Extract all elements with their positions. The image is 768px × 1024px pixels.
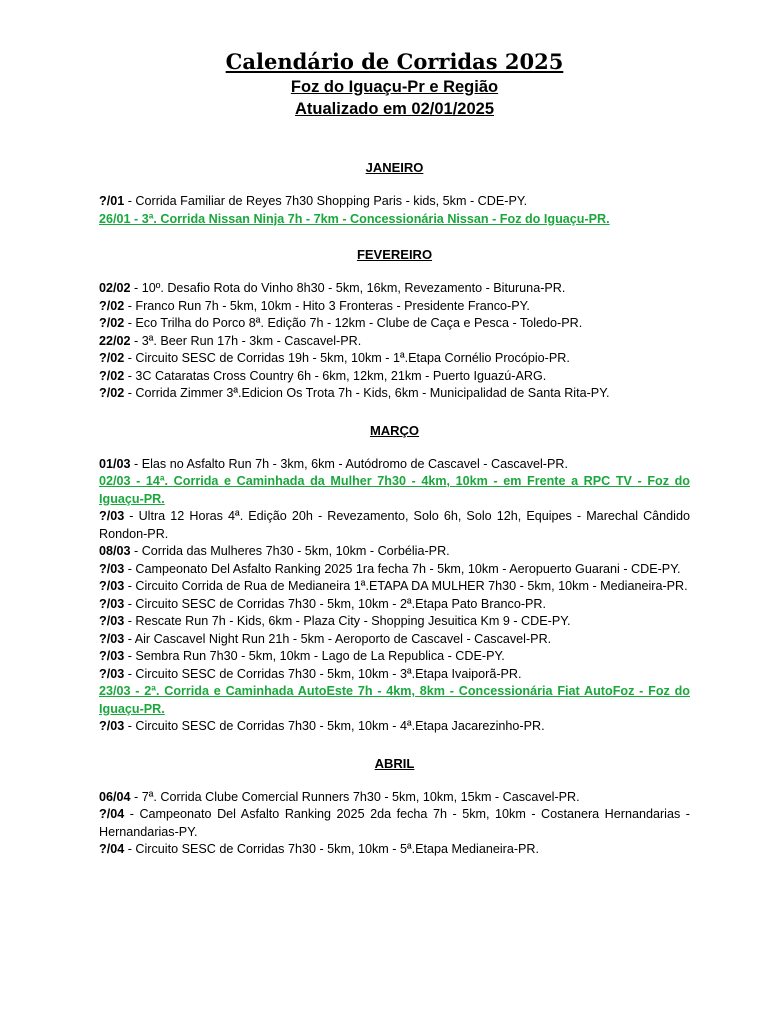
- race-date: ?/01: [99, 194, 125, 208]
- race-entry: [99, 789, 690, 807]
- race-date: ?/02: [99, 351, 125, 365]
- race-date: 23/03: [99, 684, 131, 698]
- race-date: ?/03: [99, 561, 125, 576]
- calendar-document: [99, 48, 690, 859]
- race-date: ?/03: [99, 509, 125, 523]
- race-entry: [99, 648, 690, 666]
- race-description: - 10º. Desafio Rota do Vinho 8h30 - 5km, 16km, Revezamento - Bituruna-PR.: [130, 281, 566, 295]
- race-entry: [99, 841, 690, 859]
- race-date: 22/02: [99, 333, 131, 348]
- race-description: - 3ª. Beer Run 17h - 3km - Cascavel-PR.: [130, 333, 362, 348]
- race-entry: [99, 561, 690, 579]
- race-date: ?/03: [99, 649, 125, 663]
- race-entry: [99, 613, 690, 631]
- race-date: ?/04: [99, 807, 125, 821]
- race-entry: [99, 315, 690, 333]
- race-description: - Circuito SESC de Corridas 7h30 - 5km, 10km - 4ª.Etapa Jacarezinho-PR.: [124, 719, 545, 733]
- race-date: 02/03: [99, 474, 131, 488]
- race-description: - 2ª. Corrida e Caminhada AutoEste 7h - 4km, 8km - Concessionária Fiat AutoFoz - Foz do Iguaçu-PR.: [99, 684, 690, 716]
- race-description: - Circuito SESC de Corridas 7h30 - 5km, 10km - 5ª.Etapa Medianeira-PR.: [124, 842, 540, 856]
- race-description: - Corrida Zimmer 3ª.Edicion Os Trota 7h - Kids, 6km - Municipalidad de Santa Rita-PY.: [124, 386, 610, 400]
- race-description: - Circuito SESC de Corridas 19h - 5km, 10km - 1ª.Etapa Cornélio Procópio-PR.: [124, 351, 570, 365]
- race-entry: [99, 385, 690, 403]
- race-entry: [99, 333, 690, 351]
- race-entry: [99, 456, 690, 474]
- race-date: 06/04: [99, 789, 131, 804]
- race-entry: [99, 596, 690, 614]
- race-description: - Rescate Run 7h - Kids, 6km - Plaza City - Shopping Jesuitica Km 9 - CDE-PY.: [124, 614, 571, 628]
- updated-date: Atualizado em 02/01/2025: [294, 100, 494, 118]
- race-description: - Circuito SESC de Corridas 7h30 - 5km, 10km - 3ª.Etapa Ivaiporã-PR.: [124, 666, 522, 681]
- race-description: - Air Cascavel Night Run 21h - 5km - Aeroporto de Cascavel - Cascavel-PR.: [124, 631, 552, 646]
- month-heading: MARÇO: [369, 422, 420, 438]
- race-description: - Sembra Run 7h30 - 5km, 10km - Lago de La Republica - CDE-PY.: [124, 649, 505, 663]
- race-entry[interactable]: [99, 211, 690, 229]
- race-date: ?/03: [99, 614, 125, 628]
- race-description: - 3ª. Corrida Nissan Ninja 7h - 7km - Concessionária Nissan - Foz do Iguaçu-PR.: [130, 211, 610, 226]
- race-entry[interactable]: [99, 683, 690, 718]
- race-date: ?/03: [99, 596, 125, 611]
- race-date: ?/02: [99, 298, 125, 313]
- race-entry: [99, 193, 690, 211]
- race-description: - Corrida Familiar de Reyes 7h30 Shopping Paris - kids, 5km - CDE-PY.: [124, 194, 528, 208]
- race-description: - 7ª. Corrida Clube Comercial Runners 7h30 - 5km, 10km, 15km - Cascavel-PR.: [130, 789, 580, 804]
- race-entry: [99, 666, 690, 684]
- race-date: ?/03: [99, 579, 125, 593]
- month-heading: JANEIRO: [365, 160, 424, 175]
- race-description: - Ultra 12 Horas 4ª. Edição 20h - Revezamento, Solo 6h, Solo 12h, Equipes - Marechal Cândido Rondon-PR.: [99, 509, 690, 541]
- race-date: 01/03: [99, 456, 131, 471]
- race-entry: [99, 631, 690, 649]
- race-description: - 14ª. Corrida e Caminhada da Mulher 7h30 - 4km, 10km - em Frente a RPC TV - Foz do Iguaçu-PR.: [99, 474, 690, 506]
- race-entry: [99, 350, 690, 368]
- month-section: [99, 246, 690, 403]
- race-entry: [99, 578, 690, 596]
- race-date: 26/01: [99, 211, 131, 226]
- race-date: ?/03: [99, 666, 125, 681]
- month-section: [99, 422, 690, 736]
- race-entry: [99, 508, 690, 543]
- race-entry: [99, 368, 690, 386]
- race-entry: [99, 806, 690, 841]
- month-heading: FEVEREIRO: [356, 247, 433, 262]
- race-description: - 3C Cataratas Cross Country 6h - 6km, 12km, 21km - Puerto Iguazú-ARG.: [124, 368, 547, 383]
- months-container: [99, 159, 690, 859]
- race-description: - Corrida das Mulheres 7h30 - 5km, 10km - Corbélia-PR.: [130, 544, 450, 558]
- race-entry: [99, 280, 690, 298]
- region-subtitle: Foz do Iguaçu-Pr e Região: [290, 78, 499, 96]
- race-entry: [99, 298, 690, 316]
- month-section: [99, 755, 690, 859]
- race-description: - Campeonato Del Asfalto Ranking 2025 2da fecha 7h - 5km, 10km - Costanera Hernandarias - Hernandarias-PY.: [99, 807, 690, 839]
- race-description: - Circuito Corrida de Rua de Medianeira 1ª.ETAPA DA MULHER 7h30 - 5km, 10km - Medianeira-PR.: [124, 579, 688, 593]
- race-date: ?/03: [99, 631, 125, 646]
- race-entry[interactable]: [99, 473, 690, 508]
- race-date: ?/02: [99, 386, 125, 400]
- race-date: ?/02: [99, 368, 125, 383]
- race-entry: [99, 718, 690, 736]
- race-description: - Franco Run 7h - 5km, 10km - Hito 3 Fronteras - Presidente Franco-PY.: [124, 298, 530, 313]
- race-date: ?/04: [99, 842, 125, 856]
- month-section: [99, 159, 690, 228]
- race-description: - Eco Trilha do Porco 8ª. Edição 7h - 12km - Clube de Caça e Pesca - Toledo-PR.: [124, 316, 583, 330]
- page-title: Calendário de Corridas 2025: [225, 49, 564, 74]
- race-description: - Campeonato Del Asfalto Ranking 2025 1ra fecha 7h - 5km, 10km - Aeropuerto Guarani - CDE-PY.: [124, 561, 681, 576]
- race-date: 08/03: [99, 544, 131, 558]
- race-date: 02/02: [99, 281, 131, 295]
- race-date: ?/02: [99, 316, 125, 330]
- race-date: ?/03: [99, 719, 125, 733]
- race-entry: [99, 543, 690, 561]
- race-description: - Elas no Asfalto Run 7h - 3km, 6km - Autódromo de Cascavel - Cascavel-PR.: [130, 456, 568, 471]
- race-description: - Circuito SESC de Corridas 7h30 - 5km, 10km - 2ª.Etapa Pato Branco-PR.: [124, 596, 547, 611]
- month-heading: ABRIL: [374, 755, 415, 771]
